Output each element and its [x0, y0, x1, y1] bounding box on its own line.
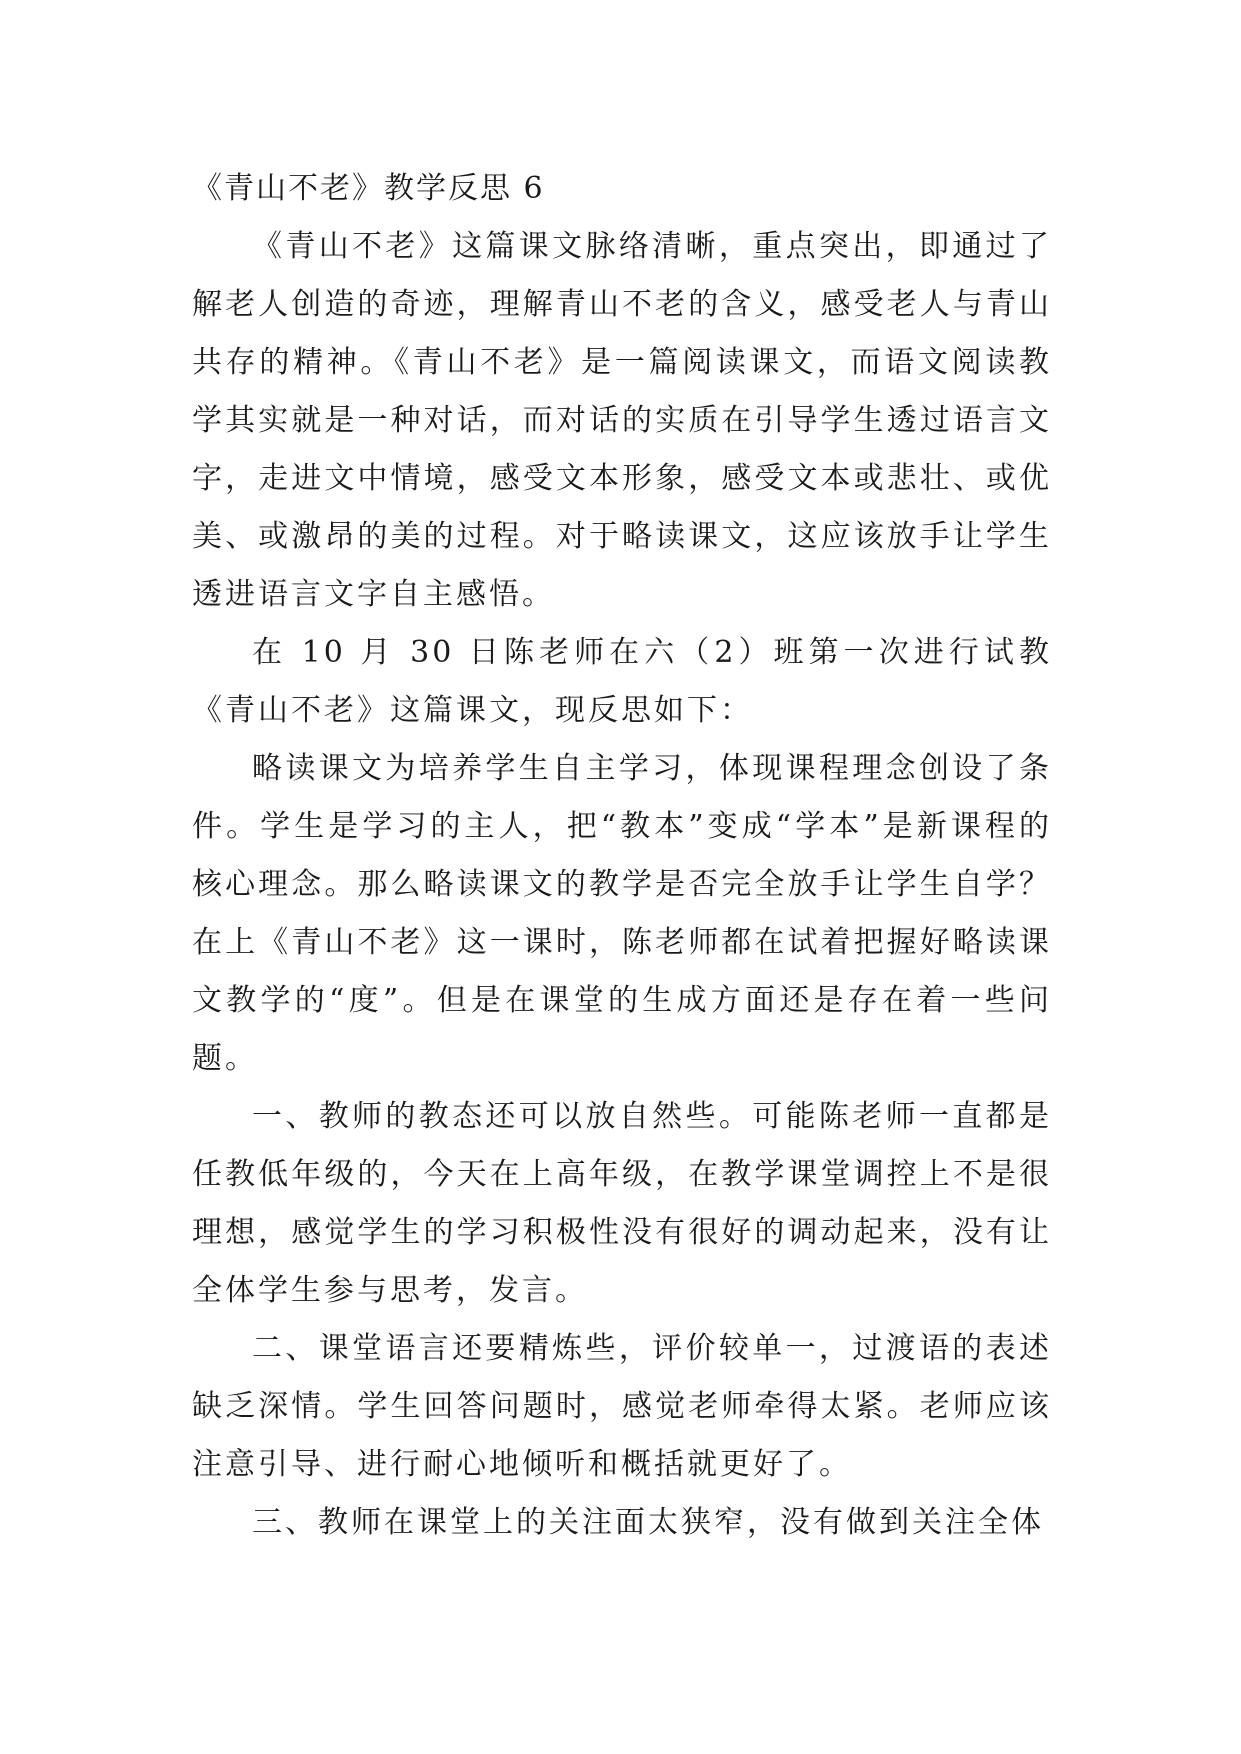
paragraph-intro: 《青山不老》这篇课文脉络清晰，重点突出，即通过了解老人创造的奇迹，理解青山不老的含义，感受老人与青山共存的精神。《青山不老》是一篇阅读课文，而语文阅读教学其实就是一种对话，而对话的实质在引导学生透过语言文字，走进文中情境，感受文本形象，感受文本或悲壮、或优美、或激昂的美的过程。对于略读课文，这应该放手让学生透进语言文字自主感悟。	[192, 229, 1052, 612]
document-body	[192, 160, 1052, 1552]
paragraph-skim-reading: 略读课文为培养学生自主学习，体现课程理念创设了条件。学生是学习的主人，把“教本”变成“学本”是新课程的核心理念。那么略读课文的教学是否完全放手让学生自学？在上《青山不老》这一课时，陈老师都在试着把握好略读课文教学的“度”。但是在课堂的生成方面还是存在着一些问题。	[192, 751, 1052, 1076]
paragraph-point-one: 一、教师的教态还可以放自然些。可能陈老师一直都是任教低年级的，今天在上高年级，在教学课堂调控上不是很理想，感觉学生的学习积极性没有很好的调动起来，没有让全体学生参与思考，发言。	[192, 1099, 1052, 1308]
paragraph-trial-lesson: 在 10 月 30 日陈老师在六（2）班第一次进行试教《青山不老》这篇课文，现反思如下：	[192, 635, 1052, 728]
paragraph-point-two: 二、课堂语言还要精炼些，评价较单一，过渡语的表述缺乏深情。学生回答问题时，感觉老师牵得太紧。老师应该注意引导、进行耐心地倾听和概括就更好了。	[192, 1331, 1052, 1482]
paragraph-point-three: 三、教师在课堂上的关注面太狭窄，没有做到关注全体	[252, 1505, 1044, 1540]
document-title: 《青山不老》教学反思 6	[192, 171, 545, 206]
